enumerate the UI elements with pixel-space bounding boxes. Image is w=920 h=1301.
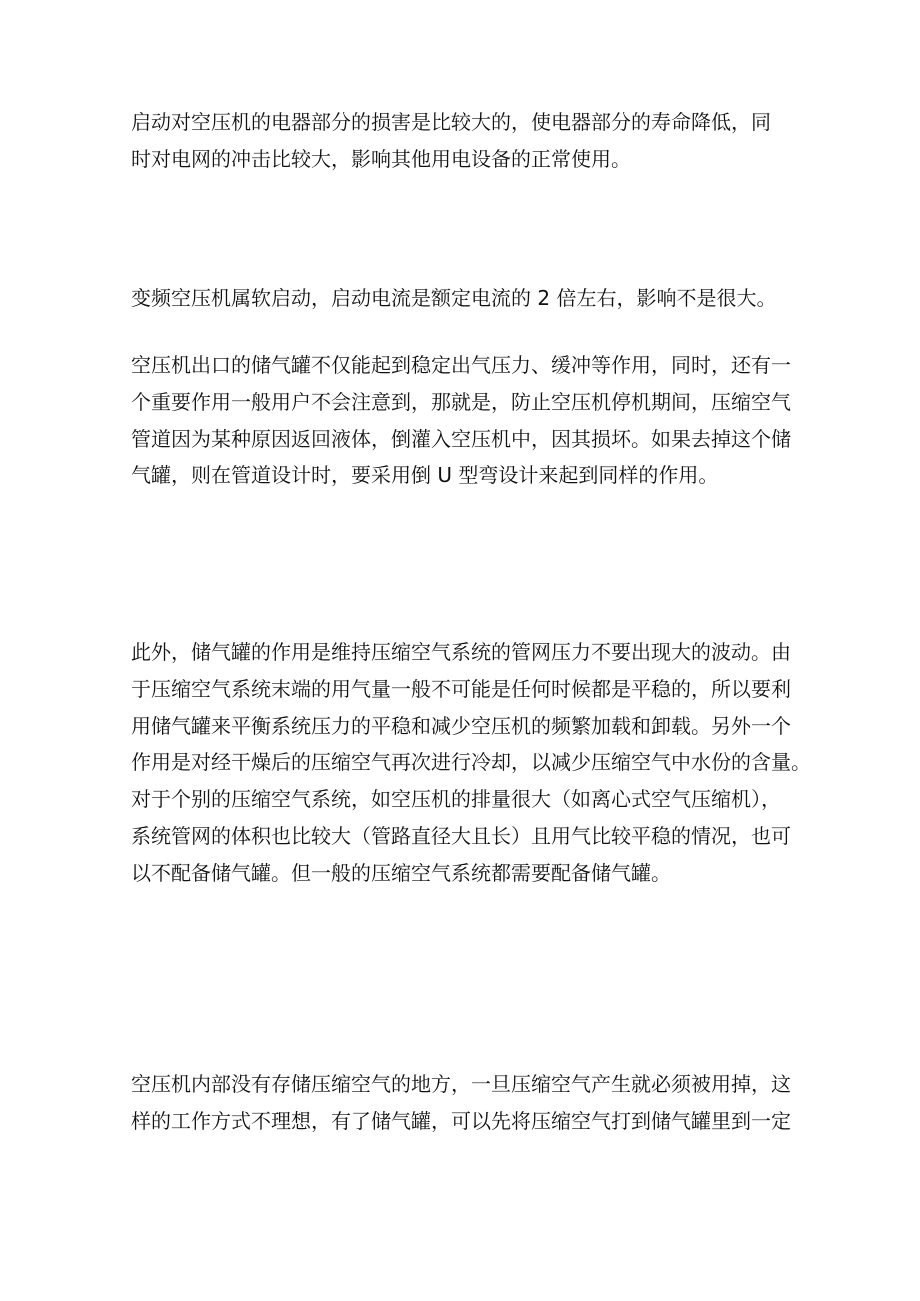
- text-line: 对于个别的压缩空气系统，如空压机的排量很大（如离心式空气压缩机），: [131, 787, 781, 812]
- text-line: 空压机出口的储气罐不仅能起到稳定出气压力、缓冲等作用，同时，还有一: [131, 353, 791, 377]
- text-line: 作用是对经干燥后的压缩空气再次进行冷却，以减少压缩空气中水份的含量。: [131, 750, 811, 775]
- paragraph-vfd-soft-start: [131, 280, 811, 317]
- text-line: 时对电网的冲击比较大，影响其他用电设备的正常使用。: [131, 146, 631, 171]
- paragraph-no-internal-storage: [131, 1066, 811, 1140]
- text-line: 以不配备储气罐。但一般的压缩空气系统都需要配备储气罐。: [131, 860, 671, 885]
- text-line: 气罐，则在管道设计时，要采用倒 U 型弯设计来起到同样的作用。: [131, 463, 719, 488]
- text-line: 启动对空压机的电器部分的损害是比较大的，使电器部分的寿命降低，同: [131, 110, 771, 134]
- text-line: 管道因为某种原因返回液体，倒灌入空压机中，因其损坏。如果去掉这个储: [131, 426, 791, 451]
- text-line: 变频空压机属软启动，启动电流是额定电流的 2 倍左右，影响不是很大。: [131, 286, 777, 310]
- text-line: 用储气罐来平衡系统压力的平稳和减少空压机的频繁加载和卸载。另外一个: [131, 713, 791, 738]
- text-line: 个重要作用一般用户不会注意到，那就是，防止空压机停机期间，压缩空气: [131, 389, 791, 414]
- text-line: 系统管网的体积也比较大（管路直径大且长）且用气比较平稳的情况，也可: [131, 823, 791, 848]
- paragraph-startup-damage: [131, 104, 811, 178]
- text-line: 空压机内部没有存储压缩空气的地方，一旦压缩空气产生就必须被用掉，这: [131, 1072, 791, 1096]
- text-line: 于压缩空气系统末端的用气量一般不可能是任何时候都是平稳的，所以要利: [131, 676, 791, 701]
- paragraph-tank-pressure-stability: [131, 634, 811, 892]
- text-line: 此外，储气罐的作用是维持压缩空气系统的管网压力不要出现大的波动。由: [131, 640, 791, 664]
- paragraph-tank-outlet-function: [131, 347, 811, 494]
- text-line: 样的工作方式不理想，有了储气罐，可以先将压缩空气打到储气罐里到一定: [131, 1108, 791, 1133]
